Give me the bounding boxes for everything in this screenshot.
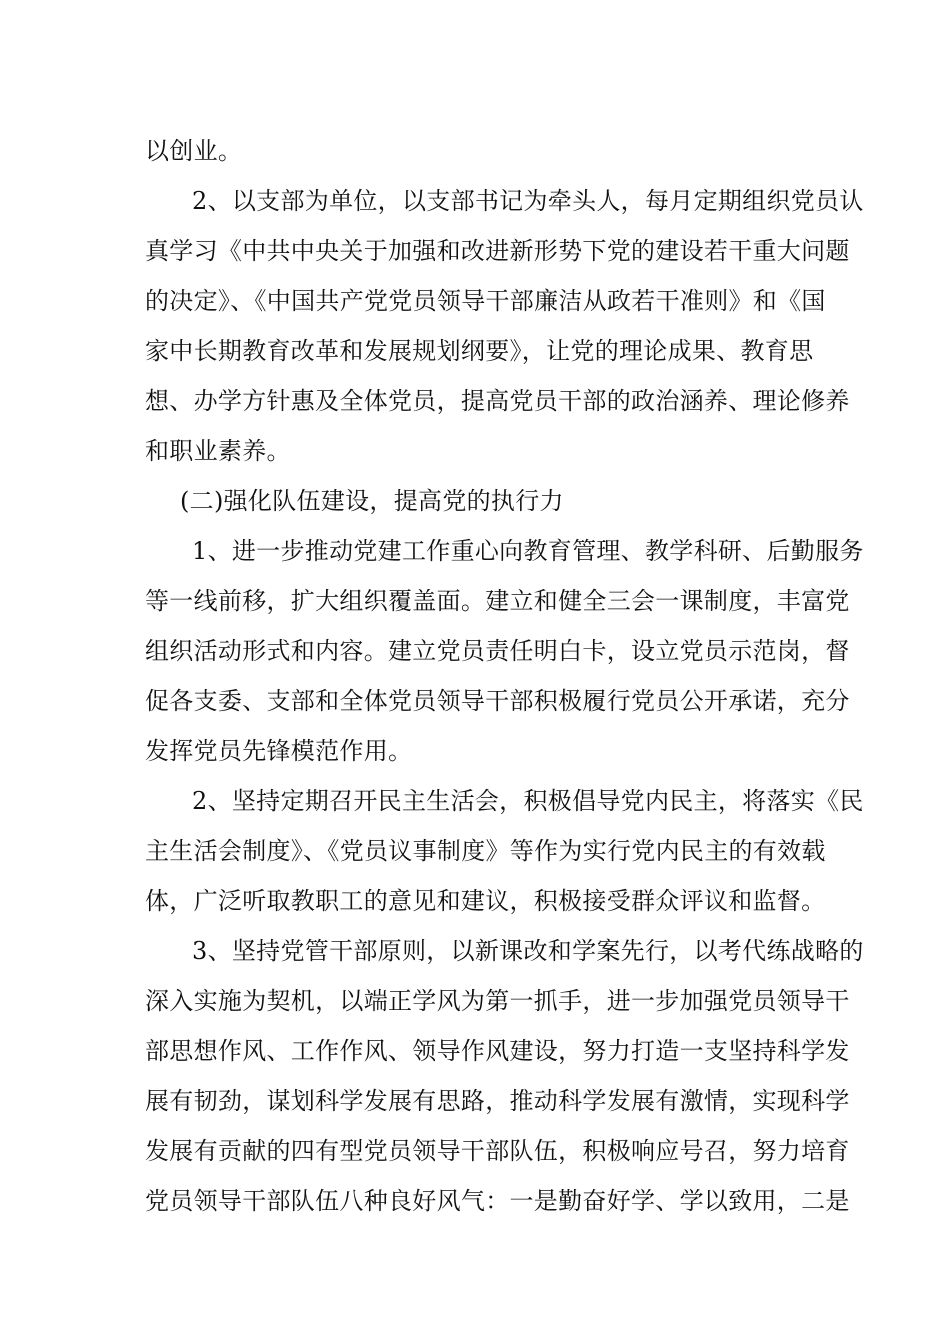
text-line: 体，广泛听取教职工的意见和建议，积极接受群众评议和监督。 (145, 887, 826, 915)
text-line: 发展有贡献的四有型党员领导干部队伍，积极响应号召，努力培育 (145, 1137, 850, 1165)
text-line: 家中长期教育改革和发展规划纲要》，让党的理论成果、教育思 (145, 337, 814, 365)
paragraph-start-line: 3、坚持党管干部原则，以新课改和学案先行，以考代练战略的 (192, 937, 864, 965)
text-line: 等一线前移，扩大组织覆盖面。建立和健全三会一课制度，丰富党 (145, 587, 850, 615)
paragraph-start-line: 1、进一步推动党建工作重心向教育管理、教学科研、后勤服务 (192, 537, 864, 565)
text-line: 深入实施为契机，以端正学风为第一抓手，进一步加强党员领导干 (145, 987, 850, 1015)
text-line: 想、办学方针惠及全体党员，提高党员干部的政治涵养、理论修养 (145, 387, 850, 415)
text-line: 以创业。 (145, 137, 243, 165)
text-line: 促各支委、支部和全体党员领导干部积极履行党员公开承诺，充分 (145, 687, 850, 715)
paragraph-start-line: 2、以支部为单位，以支部书记为牵头人，每月定期组织党员认 (192, 187, 864, 215)
paragraph-start-line: 2、坚持定期召开民主生活会，积极倡导党内民主，将落实《民 (192, 787, 864, 815)
text-line: 真学习《中共中央关于加强和改进新形势下党的建设若干重大问题 (145, 237, 850, 265)
text-line: 展有韧劲，谋划科学发展有思路，推动科学发展有激情，实现科学 (145, 1087, 850, 1115)
text-line: 和职业素养。 (145, 437, 291, 465)
text-line: 部思想作风、工作作风、领导作风建设，努力打造一支坚持科学发 (145, 1037, 850, 1065)
text-line: 组织活动形式和内容。建立党员责任明白卡，设立党员示范岗，督 (145, 637, 850, 665)
text-line: 发挥党员先锋模范作用。 (145, 737, 413, 765)
text-line: 党员领导干部队伍八种良好风气：一是勤奋好学、学以致用，二是 (145, 1187, 850, 1215)
section-heading: (二)强化队伍建设，提高党的执行力 (180, 487, 564, 515)
text-line: 的决定》、《中国共产党党员领导干部廉洁从政若干准则》和《国 (145, 287, 826, 315)
text-line: 主生活会制度》、《党员议事制度》等作为实行党内民主的有效载 (145, 837, 826, 865)
